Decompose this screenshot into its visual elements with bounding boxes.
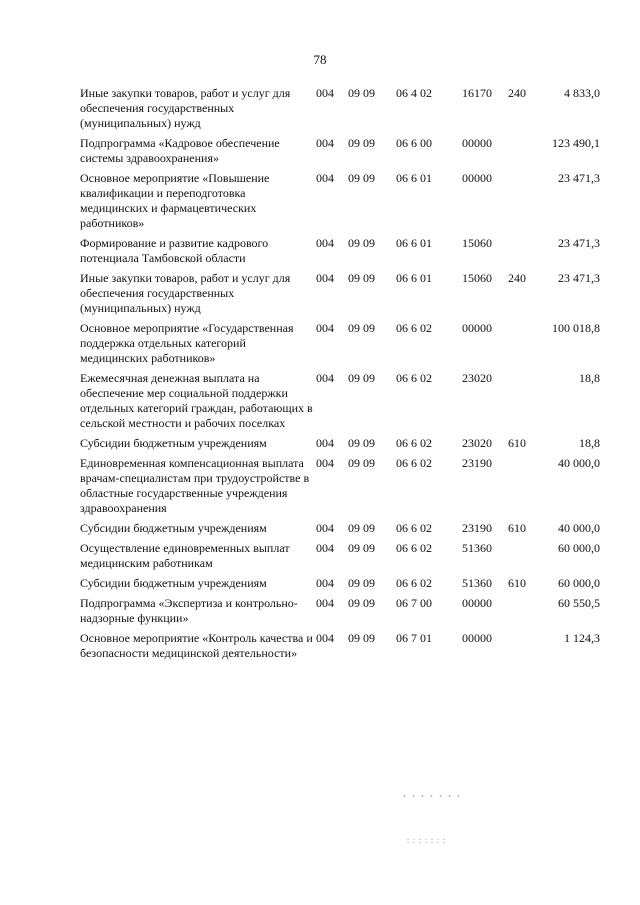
- row-amount: 60 550,5: [558, 596, 600, 610]
- table-row: [80, 521, 600, 536]
- table-row: [80, 321, 600, 366]
- row-expense-type: 610: [508, 576, 526, 590]
- row-amount: 18,8: [579, 371, 600, 385]
- row-amount: 18,8: [579, 436, 600, 450]
- row-target-code: 06 6 01: [396, 171, 432, 185]
- row-program-code: 23020: [462, 371, 492, 385]
- table-row: [80, 236, 600, 266]
- row-target-code: 06 6 02: [396, 521, 432, 535]
- budget-table: [80, 86, 600, 666]
- table-row: [80, 456, 600, 516]
- row-expense-type: [508, 171, 534, 231]
- row-section-code: 09 09: [348, 271, 375, 285]
- row-section-code: 09 09: [348, 576, 375, 590]
- row-amount: 60 000,0: [558, 576, 600, 590]
- row-target-code: 06 6 00: [396, 136, 432, 150]
- table-row: [80, 576, 600, 591]
- table-row: [80, 371, 600, 431]
- row-admin-code: 004: [316, 576, 334, 590]
- row-target-code: 06 6 01: [396, 236, 432, 250]
- row-target-code: 06 6 02: [396, 576, 432, 590]
- row-admin-code: 004: [316, 236, 334, 250]
- row-program-code: 23020: [462, 436, 492, 450]
- row-admin-code: 004: [316, 86, 334, 100]
- row-name: Иные закупки товаров, работ и услуг для обеспечения государственных (муниципальных) нужд: [80, 271, 291, 315]
- row-expense-type: [508, 631, 534, 661]
- row-name: Формирование и развитие кадрового потенциала Тамбовской области: [80, 236, 269, 265]
- row-target-code: 06 6 02: [396, 541, 432, 555]
- row-program-code: 15060: [462, 271, 492, 285]
- row-expense-type: [508, 596, 534, 626]
- row-name: Иные закупки товаров, работ и услуг для обеспечения государственных (муниципальных) нужд: [80, 86, 291, 130]
- row-section-code: 09 09: [348, 456, 375, 470]
- row-name: Подпрограмма «Экспертиза и контрольно-надзорные функции»: [80, 596, 298, 625]
- scan-specks: [405, 838, 445, 844]
- row-program-code: 51360: [462, 541, 492, 555]
- row-amount: 100 018,8: [552, 321, 600, 335]
- row-section-code: 09 09: [348, 436, 375, 450]
- row-program-code: 51360: [462, 576, 492, 590]
- row-name: Основное мероприятие «Контроль качества и безопасности медицинской деятельности»: [80, 631, 313, 660]
- row-target-code: 06 7 01: [396, 631, 432, 645]
- row-target-code: 06 7 00: [396, 596, 432, 610]
- table-row: [80, 171, 600, 231]
- row-amount: 1 124,3: [564, 631, 600, 645]
- row-section-code: 09 09: [348, 321, 375, 335]
- row-admin-code: 004: [316, 596, 334, 610]
- row-name: Основное мероприятие «Повышение квалификации и переподготовка медицинских и фармацевтических работников»: [80, 171, 270, 230]
- row-admin-code: 004: [316, 456, 334, 470]
- row-expense-type: 240: [508, 271, 526, 285]
- row-name: Субсидии бюджетным учреждениям: [80, 521, 267, 535]
- row-section-code: 09 09: [348, 371, 375, 385]
- row-expense-type: [508, 456, 534, 516]
- row-expense-type: [508, 236, 534, 266]
- table-row: [80, 86, 600, 131]
- row-program-code: 00000: [462, 136, 492, 150]
- row-section-code: 09 09: [348, 631, 375, 645]
- row-amount: 23 471,3: [558, 236, 600, 250]
- row-admin-code: 004: [316, 271, 334, 285]
- row-target-code: 06 6 02: [396, 436, 432, 450]
- row-amount: 23 471,3: [558, 171, 600, 185]
- row-amount: 123 490,1: [552, 136, 600, 150]
- row-name: Субсидии бюджетным учреждениям: [80, 436, 267, 450]
- scan-specks: [400, 795, 460, 797]
- row-expense-type: [508, 136, 534, 166]
- row-name: Подпрограмма «Кадровое обеспечение системы здравоохранения»: [80, 136, 280, 165]
- row-admin-code: 004: [316, 321, 334, 335]
- row-target-code: 06 6 02: [396, 321, 432, 335]
- row-name: Ежемесячная денежная выплата на обеспечение мер социальной поддержки отдельных категорий граждан, работающих в сельской местности и рабочих поселках: [80, 371, 313, 430]
- row-admin-code: 004: [316, 631, 334, 645]
- row-program-code: 23190: [462, 521, 492, 535]
- table-row: [80, 596, 600, 626]
- row-section-code: 09 09: [348, 541, 375, 555]
- row-target-code: 06 6 01: [396, 271, 432, 285]
- row-name: Основное мероприятие «Государственная поддержка отдельных категорий медицинских работников»: [80, 321, 294, 365]
- row-amount: 40 000,0: [558, 521, 600, 535]
- row-amount: 4 833,0: [564, 86, 600, 100]
- row-expense-type: [508, 371, 534, 431]
- row-expense-type: 610: [508, 436, 526, 450]
- row-program-code: 00000: [462, 171, 492, 185]
- table-row: [80, 271, 600, 316]
- row-program-code: 23190: [462, 456, 492, 470]
- row-target-code: 06 4 02: [396, 86, 432, 100]
- table-row: [80, 541, 600, 571]
- row-expense-type: 610: [508, 521, 526, 535]
- row-program-code: 15060: [462, 236, 492, 250]
- row-expense-type: [508, 541, 534, 571]
- row-section-code: 09 09: [348, 171, 375, 185]
- row-admin-code: 004: [316, 541, 334, 555]
- table-row: [80, 136, 600, 166]
- row-target-code: 06 6 02: [396, 456, 432, 470]
- row-section-code: 09 09: [348, 236, 375, 250]
- row-expense-type: [508, 321, 534, 366]
- row-admin-code: 004: [316, 521, 334, 535]
- row-name: Единовременная компенсационная выплата врачам-специалистам при трудоустройстве в областные государственные учреждения здравоохранения: [80, 456, 310, 515]
- row-program-code: 16170: [462, 86, 492, 100]
- row-target-code: 06 6 02: [396, 371, 432, 385]
- row-section-code: 09 09: [348, 596, 375, 610]
- row-expense-type: 240: [508, 86, 526, 100]
- row-name: Субсидии бюджетным учреждениям: [80, 576, 267, 590]
- row-amount: 60 000,0: [558, 541, 600, 555]
- row-program-code: 00000: [462, 631, 492, 645]
- row-name: Осуществление единовременных выплат медицинским работникам: [80, 541, 290, 570]
- row-admin-code: 004: [316, 136, 334, 150]
- row-amount: 23 471,3: [558, 271, 600, 285]
- table-row: [80, 631, 600, 661]
- row-section-code: 09 09: [348, 136, 375, 150]
- page-number: 78: [313, 52, 327, 67]
- row-amount: 40 000,0: [558, 456, 600, 470]
- row-program-code: 00000: [462, 321, 492, 335]
- row-admin-code: 004: [316, 171, 334, 185]
- row-admin-code: 004: [316, 371, 334, 385]
- row-program-code: 00000: [462, 596, 492, 610]
- row-admin-code: 004: [316, 436, 334, 450]
- row-section-code: 09 09: [348, 521, 375, 535]
- table-row: [80, 436, 600, 451]
- row-section-code: 09 09: [348, 86, 375, 100]
